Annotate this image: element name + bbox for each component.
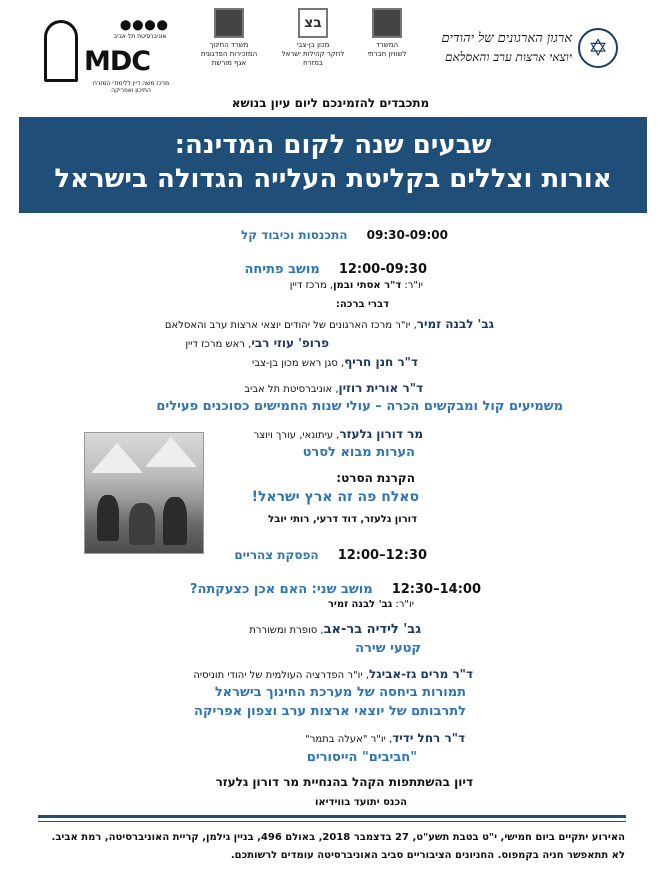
- greeting-3: ד"ר חנן חריף, סגן ראש מכון בן-צבי: [251, 355, 418, 369]
- lecture4-speaker: ד"ר מרים גז-אביגל, יו"ר הפדרציה העולמית של יהודי תוניסיה: [193, 667, 473, 681]
- title-line2: אורות וצללים בקליטת העלייה הגדולה בישראל: [54, 164, 612, 194]
- gathering-label: התכנסות וכיבוד קל: [240, 228, 348, 242]
- session2-time: 14:00–12:30: [391, 582, 481, 597]
- lecture1-title: משמיעים קול ומבקשים הכרה – עולי שנות החמישים כסוכנים פעילים: [156, 399, 563, 414]
- session1-row: [0, 258, 427, 277]
- lecture3-speaker: גב' לידיה בר-אב, סופרת ומשוררת: [249, 622, 421, 637]
- greeting-2: פרופ' עוזי רבי, ראש מרכז דיין: [185, 336, 329, 350]
- tent-shape: [145, 437, 197, 467]
- tent-shape: [91, 443, 143, 473]
- ministry-education-logo: משרד החינוך המזכירות הפדגוגית אגף מורשת: [190, 8, 268, 68]
- session2-chair: יו"ר: גב' לבנה זמיר: [327, 599, 414, 610]
- discussion-line: דיון בהשתתפות הקהל בהנחיית מר דורון גלעזר: [215, 775, 473, 789]
- lunch-time: 12:30–12:00: [337, 548, 427, 563]
- greetings-label: דברי ברכה:: [335, 299, 389, 310]
- lecture2-speaker: מר דורון גלעזר, עיתונאי, עורך ויוצר: [253, 427, 423, 441]
- mdc-text: MDC: [84, 46, 151, 77]
- mdc-logo: [40, 14, 170, 94]
- film-title: סאלח פה זה ארץ ישראל!: [251, 489, 419, 505]
- star-of-david-icon: ✡: [578, 28, 618, 68]
- invite-line: מתכבדים להזמינכם ליום עיון בנושא: [231, 96, 430, 110]
- lunch-row: [0, 544, 427, 563]
- session1-label: מושב פתיחה: [244, 262, 320, 277]
- ministry-equality-logo: המשרד לשוויון חברתי: [356, 8, 418, 59]
- footer-rule: [38, 821, 626, 822]
- state-emblem-icon: [372, 8, 402, 38]
- logo-header: [0, 8, 661, 94]
- org-name-line1: ארגון הארגונים של יהודים: [441, 31, 572, 46]
- person-figure: [163, 497, 187, 545]
- person-figure: [129, 503, 155, 545]
- ben-zvi-mark-icon: בצ: [298, 8, 328, 38]
- lunch-label: הפסקת צהריים: [234, 548, 319, 562]
- footer-line1: האירוע יתקיים ביום חמישי, י"ט בטבת תשע"ט, 27 בדצמבר 2018, באולם 496, בניין גילמן, קריית האוניברסיטה, רמת אביב.: [51, 832, 625, 843]
- gathering-row: [0, 224, 448, 243]
- lecture4-title-line1: תמורות ביחסה של מערכת החינוך בישראל: [214, 685, 466, 700]
- gathering-time: 09:30-09:00: [366, 228, 448, 242]
- footer-rule: [38, 815, 626, 818]
- tau-name: אוניברסיטת תל אביב: [113, 33, 167, 40]
- lecture1-speaker: ד"ר אורית רוזין, אוניברסיטת תל אביב: [244, 381, 423, 395]
- lecture4-title-line2: לתרבותם של יוצאי ארצות ערב וצפון אפריקה: [194, 704, 466, 719]
- org-name-line2: יוצאי ארצות ערב והאסלאם: [445, 50, 572, 64]
- lecture5-title: "חביבים" הייסורים: [306, 750, 417, 765]
- session1-time: 12:00-09:30: [338, 262, 427, 277]
- ben-zvi-logo: בצ מכון בן-צבי לחקר קהילות ישראל במזרח: [278, 8, 348, 68]
- screening-label: הקרנת הסרט:: [336, 471, 415, 485]
- mdc-caption: מרכז משה דיין ללימודי המזרח התיכון ואפריקה: [92, 80, 170, 94]
- title-banner: [19, 117, 647, 213]
- greeting-1: גב' לבנה זמיר, יו"ר מרכז הארגונים של יהודים יוצאי ארצות ערב והאסלאם: [164, 317, 494, 331]
- video-note: הכנס יתועד בווידיאו: [314, 797, 407, 808]
- title-line1: שבעים שנה לקום המדינה:: [174, 130, 492, 160]
- session1-chair: יו"ר: ד"ר אסתי ובמן, מרכז דיין: [289, 280, 423, 291]
- footer-line2: לא תתאפשר חניה בקמפוס. החניונים הציבוריים סביב האוניברסיטה עומדים לרשותכם.: [230, 850, 625, 861]
- state-emblem-icon: [214, 8, 244, 38]
- lecture5-speaker: ד"ר רחל ידיד, יו"ר "אעלה בתמר": [305, 731, 465, 745]
- lecture3-title: קטעי שירה: [355, 641, 421, 656]
- org-logo: [436, 28, 624, 70]
- archive-photo: [84, 432, 204, 554]
- lecture2-title: הערות מבוא לסרט: [302, 445, 415, 460]
- person-figure: [97, 495, 119, 541]
- session2-row: [0, 578, 481, 597]
- film-credits: דורון גלעזר, דוד דרעי, רותי יובל: [268, 514, 417, 525]
- arch-icon: [44, 20, 78, 82]
- session2-label: מושב שני: האם אכן כצעקתה?: [189, 582, 373, 597]
- tau-logo-dots: ⬤⬤⬤⬤: [120, 20, 169, 31]
